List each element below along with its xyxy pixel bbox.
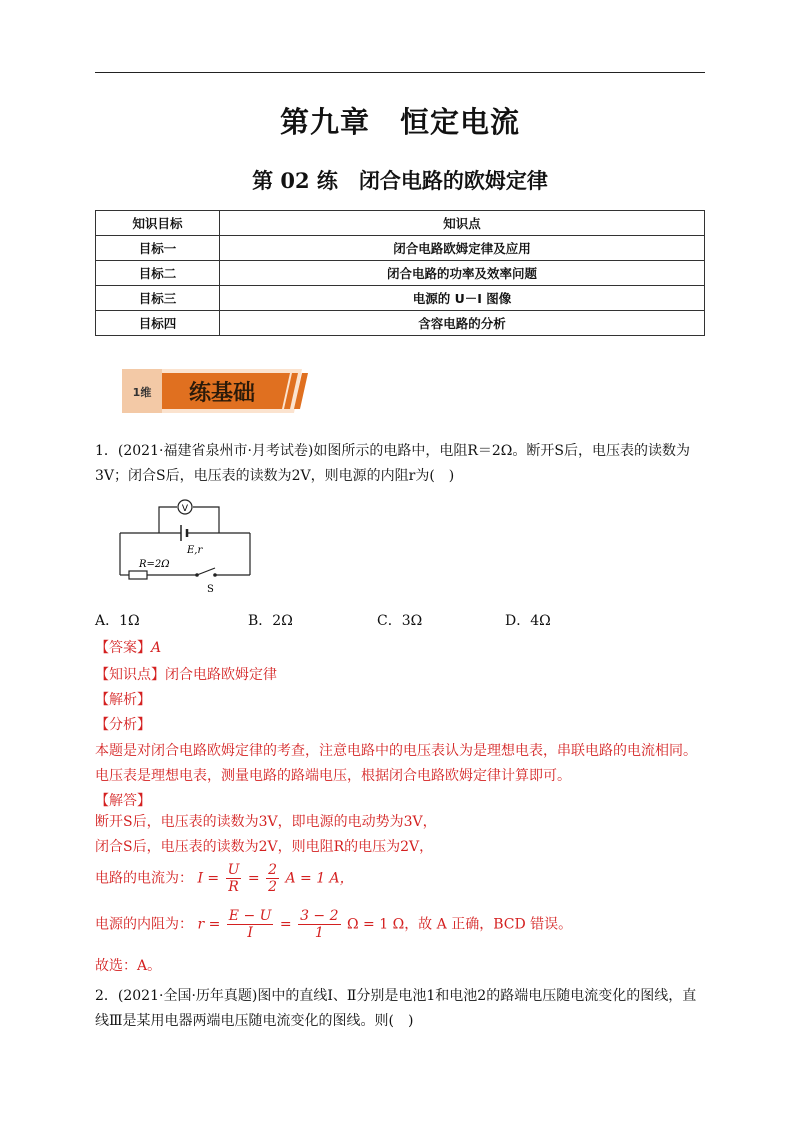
current-equals: = <box>247 870 260 887</box>
fenxi-line-2: 电压表是理想电表，测量电路的路端电压，根据闭合电路欧姆定律计算即可。 <box>95 768 571 784</box>
knowledge-table <box>95 210 705 336</box>
circuit-diagram <box>115 495 255 595</box>
jieda-line-2: 闭合S后，电压表的读数为2V，则电阻R的电压为2V， <box>95 839 434 855</box>
table-row <box>96 311 705 336</box>
table-header-cell: 知识点 <box>220 211 705 236</box>
current-fraction-1 <box>226 862 242 895</box>
table-header-row <box>96 211 705 236</box>
jieda-label: 【解答】 <box>95 793 151 809</box>
answer-line <box>95 637 161 657</box>
fraction-denominator: 2 <box>268 879 277 895</box>
current-fraction-2 <box>266 862 279 895</box>
question-2-line-2: 线Ⅲ是某用电器两端电压随电流变化的图线。则( ) <box>95 1013 414 1029</box>
table-row <box>96 236 705 261</box>
jieda-line-1: 断开S后，电压表的读数为3V，即电源的电动势为3V， <box>95 814 437 830</box>
table-cell: 闭合电路欧姆定律及应用 <box>220 236 705 261</box>
banner-title: 练基础 <box>188 381 256 406</box>
switch-icon <box>197 568 215 575</box>
table-cell: 目标三 <box>96 286 220 311</box>
table-cell: 闭合电路的功率及效率问题 <box>220 261 705 286</box>
knowledge-line <box>95 664 277 684</box>
answer-value: A <box>151 640 162 656</box>
conclusion: 故选：A。 <box>95 958 162 974</box>
fraction-denominator: R <box>228 879 239 895</box>
current-formula <box>95 862 354 895</box>
resistance-formula <box>95 908 572 941</box>
question-2-line-1: 2．(2021·全国·历年真题)图中的直线Ⅰ、Ⅱ分别是电池1和电池2的路端电压随电流变化的图线，直 <box>95 988 697 1004</box>
table-cell: 目标一 <box>96 236 220 261</box>
question-1-line-2: 3V；闭合S后，电压表的读数为2V，则电源的内阻r为( ) <box>95 468 455 484</box>
fraction-numerator: 3 − 2 <box>300 908 339 924</box>
knowledge-value: 闭合电路欧姆定律 <box>165 667 277 683</box>
current-label: 电路的电流为： <box>95 870 193 887</box>
current-lhs: I = <box>197 870 220 887</box>
resistor-label: R=2Ω <box>139 559 170 570</box>
resistance-fraction-1 <box>227 908 274 941</box>
banner-badge: 1维 <box>132 386 152 399</box>
option-d: D．4Ω <box>505 613 551 629</box>
option-a: A．1Ω <box>95 613 140 629</box>
voltmeter-label: V <box>181 504 189 514</box>
fenxi-label: 【分析】 <box>95 717 151 733</box>
current-rhs: A = 1 A， <box>285 870 354 887</box>
option-b: B．2Ω <box>248 613 293 629</box>
resistance-equals: = <box>279 916 292 933</box>
switch-contact <box>195 573 199 577</box>
section-banner <box>122 369 312 413</box>
resistance-lhs: r = <box>197 916 221 933</box>
table-cell: 含容电路的分析 <box>220 311 705 336</box>
resistance-label: 电源的内阻为： <box>95 916 193 933</box>
voltmeter-wire <box>159 507 177 523</box>
chapter-title: 第九章 恒定电流 <box>279 105 520 139</box>
resistor-icon <box>129 571 147 579</box>
analysis-label: 【解析】 <box>95 692 151 708</box>
fenxi-line-1: 本题是对闭合电路欧姆定律的考查，注意电路中的电压表认为是理想电表，串联电路的电流相同。 <box>95 743 697 759</box>
table-row <box>96 286 705 311</box>
knowledge-label: 【知识点】 <box>95 667 165 683</box>
resistance-rhs: Ω = 1 Ω，故 A 正确，BCD 错误。 <box>346 916 573 933</box>
switch-contact <box>213 573 217 577</box>
option-c: C．3Ω <box>377 613 423 629</box>
fraction-numerator: E − U <box>228 908 272 924</box>
question-1-line-1: 1．(2021·福建省泉州市·月考试卷)如图所示的电路中，电阻R＝2Ω。断开S后，电压表的读数为 <box>95 443 691 459</box>
top-rule <box>95 72 705 73</box>
fraction-denominator: 1 <box>314 925 324 941</box>
table-header-cell: 知识目标 <box>96 211 220 236</box>
table-cell: 目标二 <box>96 261 220 286</box>
battery-label: E,r <box>187 545 203 556</box>
fraction-denominator: I <box>247 925 253 941</box>
fraction-numerator: U <box>227 862 240 878</box>
table-cell: 目标四 <box>96 311 220 336</box>
section-title: 第 02 练 闭合电路的欧姆定律 <box>252 168 548 193</box>
resistance-fraction-2 <box>298 908 340 941</box>
voltmeter-wire <box>193 507 219 523</box>
switch-label: S <box>207 584 214 595</box>
table-row <box>96 261 705 286</box>
table-cell: 电源的 U－I 图像 <box>220 286 705 311</box>
fraction-numerator: 2 <box>268 862 277 878</box>
answer-label: 【答案】 <box>95 640 151 656</box>
